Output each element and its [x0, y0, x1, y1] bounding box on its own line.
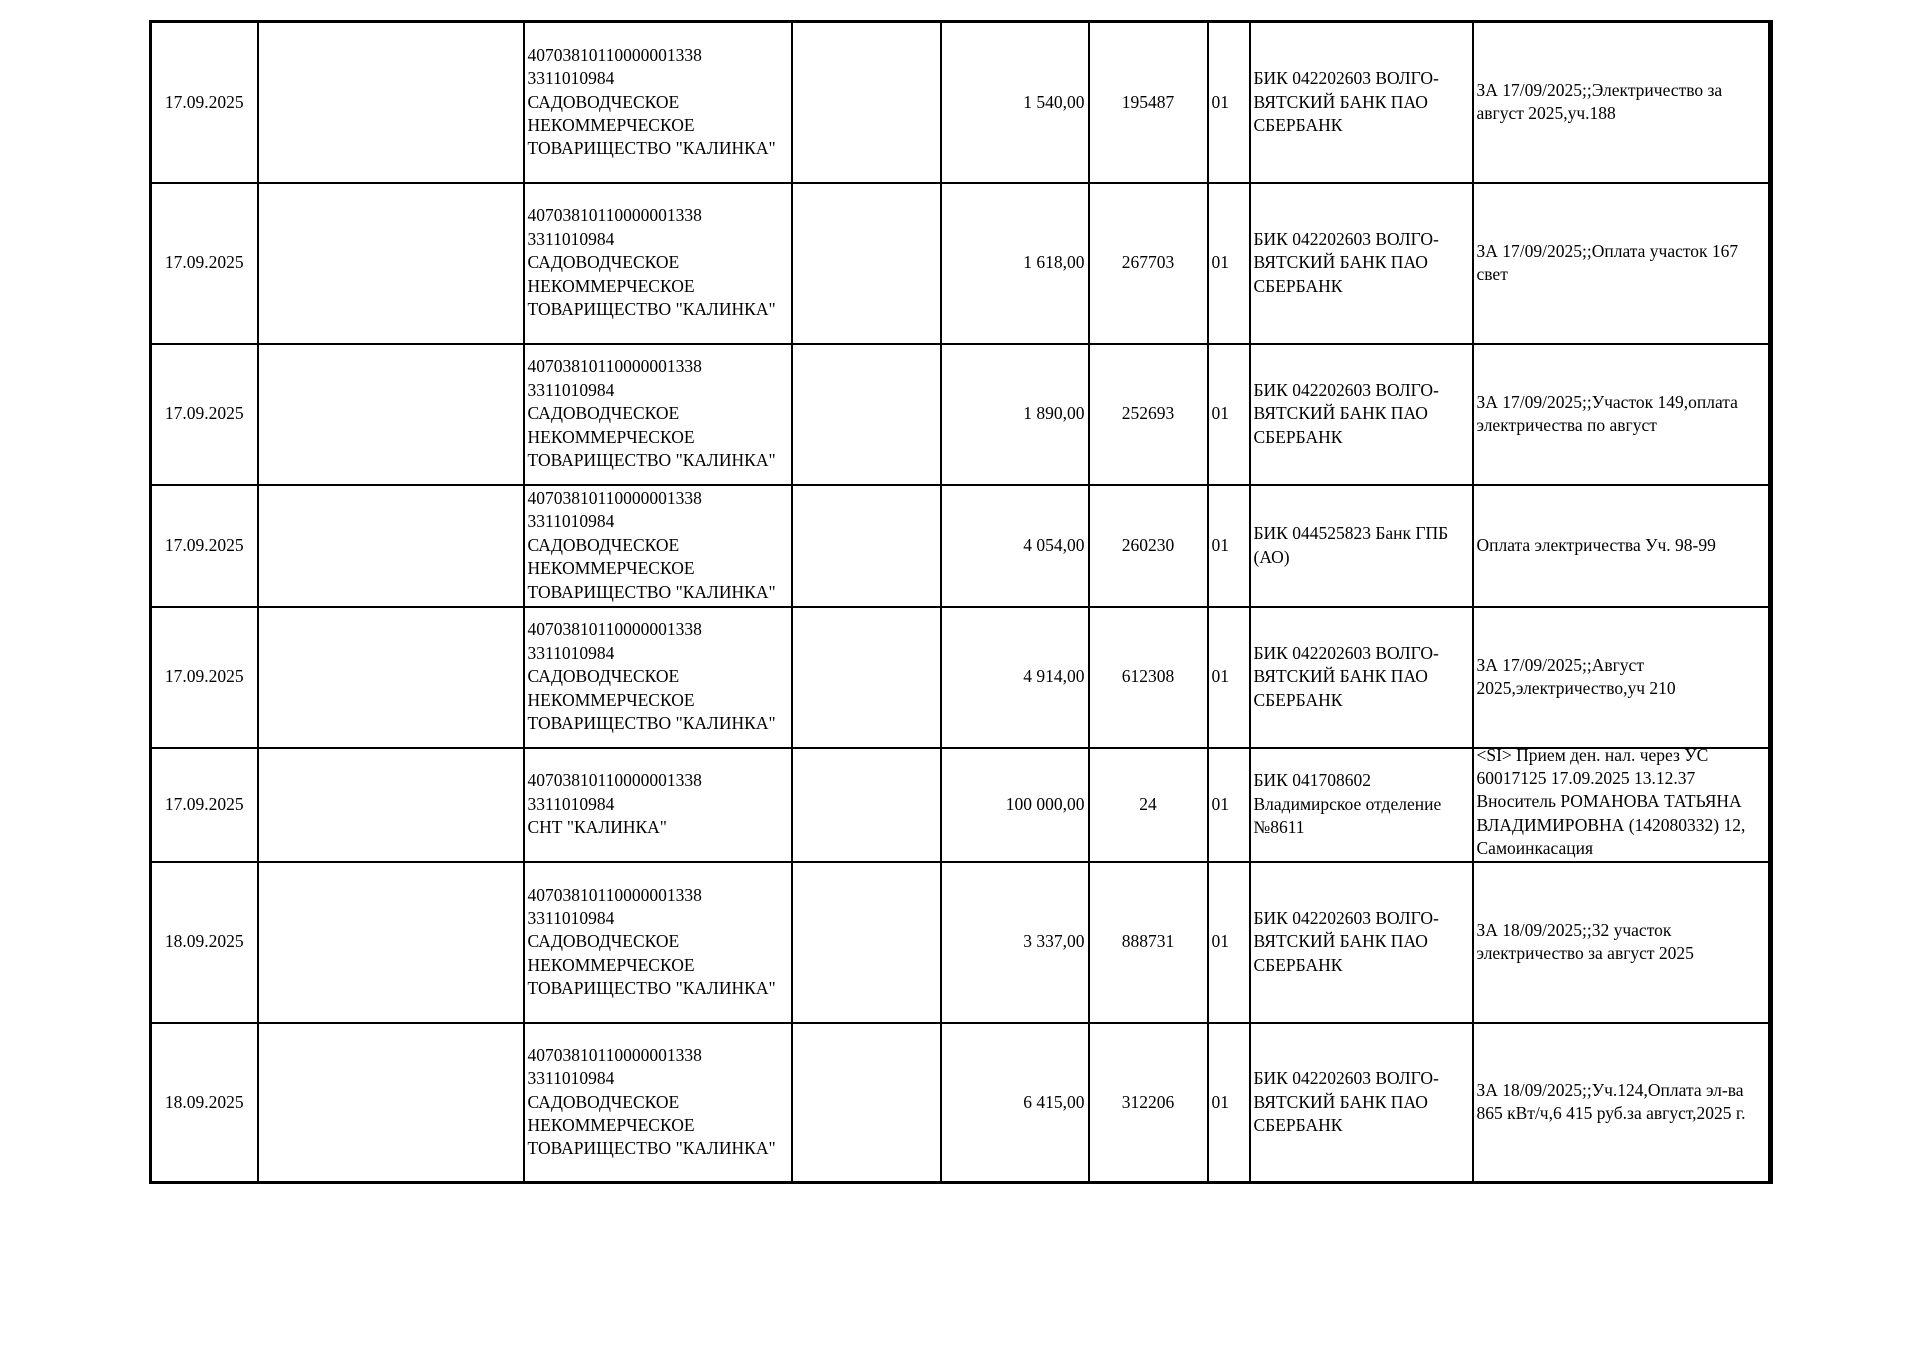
credit-amount: 100 000,00 — [941, 748, 1089, 862]
empty-cell — [792, 344, 941, 485]
inn: 3311010984 — [527, 642, 615, 663]
statement-body — [151, 22, 1771, 1183]
purpose-line: ЗА 17/09/2025;;Оплата участок 167 — [1476, 240, 1739, 261]
org-name-line: САДОВОДЧЕСКОЕ — [527, 534, 680, 555]
account-number: 40703810110000001338 — [527, 770, 702, 791]
bank-line: БИК 041708602 — [1253, 770, 1371, 791]
bank-line: СБЕРБАНК — [1253, 275, 1343, 296]
operation-code: 01 — [1208, 748, 1250, 862]
org-name-line: ТОВАРИЩЕСТВО "КАЛИНКА" — [527, 1138, 776, 1159]
counterparty-account — [524, 485, 792, 607]
purpose-line: ВЛАДИМИРОВНА (142080332) 12, — [1476, 814, 1746, 835]
org-name-line: ТОВАРИЩЕСТВО "КАЛИНКА" — [527, 450, 776, 471]
bank-line: СБЕРБАНК — [1253, 954, 1343, 975]
payment-purpose — [1473, 1023, 1771, 1183]
bank-details — [1250, 607, 1473, 748]
purpose-line: свет — [1476, 264, 1508, 284]
counterparty-account — [524, 1023, 792, 1183]
inn: 3311010984 — [527, 793, 615, 814]
bank-line: ВЯТСКИЙ БАНК ПАО — [1253, 403, 1428, 424]
org-name-line: ТОВАРИЩЕСТВО "КАЛИНКА" — [527, 713, 776, 734]
empty-cell — [792, 183, 941, 344]
purpose-line: ЗА 17/09/2025;;Участок 149,оплата — [1476, 391, 1738, 412]
operation-code: 01 — [1208, 344, 1250, 485]
bank-details — [1250, 1023, 1473, 1183]
payment-purpose — [1473, 344, 1771, 485]
credit-amount: 4 914,00 — [941, 607, 1089, 748]
org-name-line: НЕКОММЕРЧЕСКОЕ — [527, 689, 695, 710]
account-number: 40703810110000001338 — [527, 44, 702, 65]
debit-cell — [258, 344, 524, 485]
empty-cell — [792, 862, 941, 1023]
table-row — [151, 862, 1771, 1023]
table-row — [151, 1023, 1771, 1183]
org-name-line: САДОВОДЧЕСКОЕ — [527, 403, 680, 424]
bank-line: БИК 042202603 ВОЛГО- — [1253, 228, 1439, 249]
payment-purpose — [1473, 485, 1771, 607]
credit-amount: 6 415,00 — [941, 1023, 1089, 1183]
bank-line: ВЯТСКИЙ БАНК ПАО — [1253, 252, 1428, 273]
purpose-line: электричество за август 2025 — [1476, 943, 1694, 964]
operation-date: 17.09.2025 — [151, 607, 258, 748]
table-row — [151, 607, 1771, 748]
bank-line: №8611 — [1253, 817, 1305, 838]
operation-date: 18.09.2025 — [151, 1023, 258, 1183]
purpose-line: ЗА 18/09/2025;;Уч.124,Оплата эл-ва — [1476, 1079, 1744, 1100]
table-row — [151, 183, 1771, 344]
document-number: 312206 — [1089, 1023, 1208, 1183]
document-number: 252693 — [1089, 344, 1208, 485]
counterparty-account — [524, 862, 792, 1023]
org-name-line: НЕКОММЕРЧЕСКОЕ — [527, 1114, 695, 1135]
org-name-line: СНТ "КАЛИНКА" — [527, 817, 667, 838]
purpose-line: ЗА 17/09/2025;;Август — [1476, 654, 1644, 675]
operation-code: 01 — [1208, 862, 1250, 1023]
purpose-line: <SI> Прием ден. нал. через УС — [1476, 747, 1709, 765]
bank-line: БИК 042202603 ВОЛГО- — [1253, 1068, 1439, 1089]
purpose-line: Вноситель РОМАНОВА ТАТЬЯНА — [1476, 791, 1742, 812]
operation-date: 18.09.2025 — [151, 862, 258, 1023]
bank-details — [1250, 748, 1473, 862]
org-name-line: НЕКОММЕРЧЕСКОЕ — [527, 558, 695, 579]
debit-cell — [258, 485, 524, 607]
document-number: 888731 — [1089, 862, 1208, 1023]
org-name-line: НЕКОММЕРЧЕСКОЕ — [527, 275, 695, 296]
purpose-line: ЗА 18/09/2025;;32 участок — [1476, 919, 1672, 940]
bank-line: ВЯТСКИЙ БАНК ПАО — [1253, 91, 1428, 112]
org-name-line: НЕКОММЕРЧЕСКОЕ — [527, 114, 695, 135]
counterparty-account — [524, 344, 792, 485]
org-name-line: НЕКОММЕРЧЕСКОЕ — [527, 954, 695, 975]
purpose-line: 2025,электричество,уч 210 — [1476, 678, 1676, 698]
debit-cell — [258, 607, 524, 748]
bank-details — [1250, 862, 1473, 1023]
credit-amount: 4 054,00 — [941, 485, 1089, 607]
debit-cell — [258, 183, 524, 344]
counterparty-account — [524, 22, 792, 183]
org-name-line: ТОВАРИЩЕСТВО "КАЛИНКА" — [527, 299, 776, 320]
empty-cell — [792, 748, 941, 862]
bank-line: БИК 044525823 Банк ГПБ — [1253, 523, 1449, 544]
table-row — [151, 22, 1771, 183]
payment-purpose — [1473, 862, 1771, 1023]
account-number: 40703810110000001338 — [527, 1044, 702, 1065]
table-row — [151, 344, 1771, 485]
document-number: 24 — [1089, 748, 1208, 862]
empty-cell — [792, 1023, 941, 1183]
operation-date: 17.09.2025 — [151, 344, 258, 485]
account-number: 40703810110000001338 — [527, 619, 702, 640]
credit-amount: 1 618,00 — [941, 183, 1089, 344]
operation-code: 01 — [1208, 1023, 1250, 1183]
bank-line: СБЕРБАНК — [1253, 114, 1343, 135]
document-number: 260230 — [1089, 485, 1208, 607]
empty-cell — [792, 607, 941, 748]
org-name-line: ТОВАРИЩЕСТВО "КАЛИНКА" — [527, 581, 776, 602]
inn: 3311010984 — [527, 1068, 615, 1089]
inn: 3311010984 — [527, 68, 615, 89]
operation-date: 17.09.2025 — [151, 22, 258, 183]
org-name-line: НЕКОММЕРЧЕСКОЕ — [527, 426, 695, 447]
operation-date: 17.09.2025 — [151, 485, 258, 607]
counterparty-account — [524, 748, 792, 862]
org-name-line: ТОВАРИЩЕСТВО "КАЛИНКА" — [527, 978, 776, 999]
bank-line: СБЕРБАНК — [1253, 689, 1343, 710]
bank-details — [1250, 183, 1473, 344]
purpose-line: 60017125 17.09.2025 13.12.37 — [1476, 767, 1696, 788]
org-name-line: САДОВОДЧЕСКОЕ — [527, 666, 680, 687]
inn: 3311010984 — [527, 228, 615, 249]
payment-purpose — [1473, 607, 1771, 748]
bank-statement-table — [149, 20, 1773, 1184]
purpose-line: Самоинкасация — [1476, 838, 1594, 859]
debit-cell — [258, 1023, 524, 1183]
document-number: 195487 — [1089, 22, 1208, 183]
account-number: 40703810110000001338 — [527, 487, 702, 508]
credit-amount: 1 890,00 — [941, 344, 1089, 485]
bank-line: БИК 042202603 ВОЛГО- — [1253, 379, 1439, 400]
org-name-line: САДОВОДЧЕСКОЕ — [527, 1091, 680, 1112]
inn: 3311010984 — [527, 379, 615, 400]
payment-purpose — [1473, 183, 1771, 344]
inn: 3311010984 — [527, 511, 615, 532]
bank-line: ВЯТСКИЙ БАНК ПАО — [1253, 666, 1428, 687]
bank-line: ВЯТСКИЙ БАНК ПАО — [1253, 1091, 1428, 1112]
credit-amount: 1 540,00 — [941, 22, 1089, 183]
counterparty-account — [524, 183, 792, 344]
operation-date: 17.09.2025 — [151, 748, 258, 862]
empty-cell — [792, 485, 941, 607]
account-number: 40703810110000001338 — [527, 884, 702, 905]
bank-line: БИК 042202603 ВОЛГО- — [1253, 907, 1439, 928]
account-number: 40703810110000001338 — [527, 205, 702, 226]
operation-code: 01 — [1208, 183, 1250, 344]
credit-amount: 3 337,00 — [941, 862, 1089, 1023]
bank-details — [1250, 485, 1473, 607]
debit-cell — [258, 862, 524, 1023]
purpose-line: август 2025,уч.188 — [1476, 103, 1616, 124]
table-row — [151, 748, 1771, 862]
document-number: 612308 — [1089, 607, 1208, 748]
bank-line: ВЯТСКИЙ БАНК ПАО — [1253, 931, 1428, 952]
operation-code: 01 — [1208, 485, 1250, 607]
payment-purpose — [1473, 22, 1771, 183]
org-name-line: САДОВОДЧЕСКОЕ — [527, 252, 680, 273]
counterparty-account — [524, 607, 792, 748]
bank-line: Владимирское отделение — [1253, 793, 1442, 814]
org-name-line: САДОВОДЧЕСКОЕ — [527, 91, 680, 112]
document-number: 267703 — [1089, 183, 1208, 344]
operation-date: 17.09.2025 — [151, 183, 258, 344]
bank-line: СБЕРБАНК — [1253, 426, 1343, 447]
bank-details — [1250, 22, 1473, 183]
table-row — [151, 485, 1771, 607]
debit-cell — [258, 22, 524, 183]
purpose-line: ЗА 17/09/2025;;Электричество за — [1476, 79, 1723, 100]
debit-cell — [258, 748, 524, 862]
inn: 3311010984 — [527, 907, 615, 928]
org-name-line: САДОВОДЧЕСКОЕ — [527, 931, 680, 952]
bank-line: (АО) — [1253, 546, 1290, 567]
purpose-line: электричества по август — [1476, 415, 1657, 435]
org-name-line: ТОВАРИЩЕСТВО "КАЛИНКА" — [527, 138, 776, 159]
purpose-line: 865 кВт/ч,6 415 руб.за август,2025 г. — [1476, 1103, 1746, 1124]
bank-line: БИК 042202603 ВОЛГО- — [1253, 68, 1439, 89]
bank-line: БИК 042202603 ВОЛГО- — [1253, 642, 1439, 663]
bank-line: СБЕРБАНК — [1253, 1114, 1343, 1135]
bank-details — [1250, 344, 1473, 485]
purpose-line: Оплата электричества Уч. 98-99 — [1476, 534, 1716, 555]
payment-purpose — [1473, 748, 1771, 862]
empty-cell — [792, 22, 941, 183]
operation-code: 01 — [1208, 607, 1250, 748]
operation-code: 01 — [1208, 22, 1250, 183]
account-number: 40703810110000001338 — [527, 356, 702, 377]
